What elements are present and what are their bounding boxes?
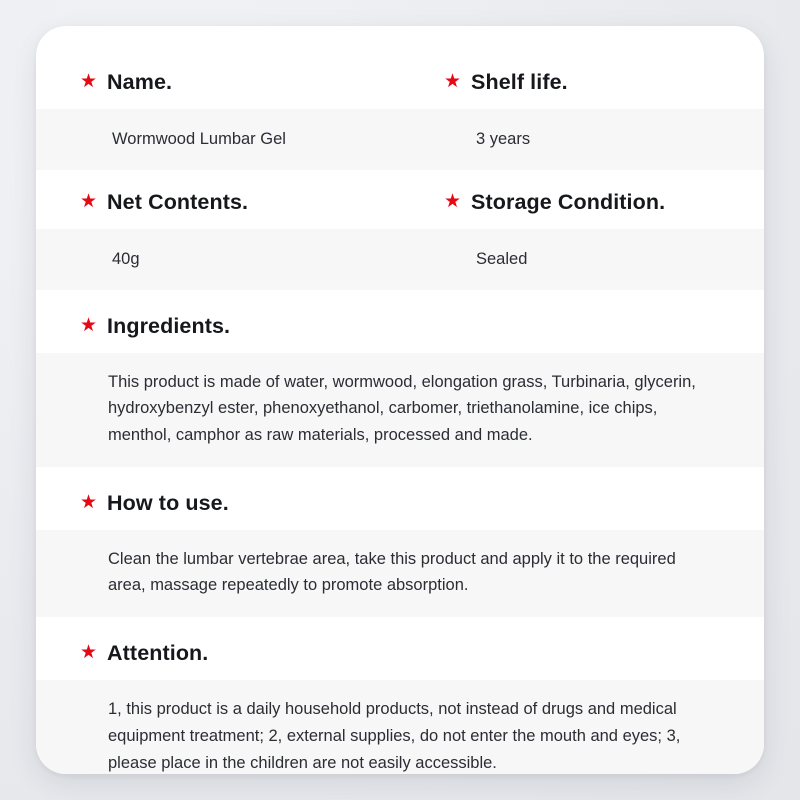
section-label-attention: Attention.: [107, 641, 209, 666]
section-value-name: Wormwood Lumbar Gel: [112, 130, 286, 148]
section-value-net-contents: 40g: [112, 249, 140, 268]
section-label-how-to-use: How to use.: [107, 490, 229, 515]
heading-row-name-shelflife: [36, 56, 764, 109]
section-value-storage-condition: Sealed: [476, 249, 528, 268]
section-label-name: Name.: [107, 70, 173, 94]
star-icon: ★: [80, 71, 98, 92]
spacer: [36, 617, 764, 627]
value-cell-storage-condition: [400, 229, 764, 290]
heading-cell-storage-condition: [400, 176, 764, 229]
heading-attention: [36, 627, 764, 680]
value-row-netcontents-storage: [36, 229, 764, 290]
value-block-attention: [36, 680, 764, 774]
spacer: [36, 467, 764, 477]
heading-cell-net-contents: [36, 176, 400, 229]
section-label-storage-condition: Storage Condition.: [471, 189, 666, 214]
value-row-name-shelflife: [36, 109, 764, 170]
value-cell-shelf-life: [400, 109, 764, 170]
star-icon: ★: [444, 190, 462, 212]
star-icon: ★: [444, 71, 462, 92]
heading-ingredients: [36, 300, 764, 353]
product-info-card: [36, 26, 764, 774]
value-cell-name: [36, 109, 400, 170]
section-label-net-contents: Net Contents.: [107, 189, 249, 214]
section-value-ingredients: This product is made of water, wormwood, elongation grass, Turbinaria, glycerin, hydroxybenzyl ester, phenoxyethanol, carbomer, triethanolamine, ice chips, menthol, camphor as raw materials, processed and made.: [108, 372, 696, 444]
heading-cell-name: [36, 56, 400, 109]
heading-row-netcontents-storage: [36, 176, 764, 229]
section-value-how-to-use: Clean the lumbar vertebrae area, take this product and apply it to the required area, massage repeatedly to promote absorption.: [108, 549, 676, 595]
heading-how-to-use: [36, 477, 764, 530]
star-icon: ★: [80, 314, 98, 336]
value-block-how-to-use: [36, 530, 764, 617]
star-icon: ★: [80, 491, 98, 513]
star-icon: ★: [80, 642, 98, 664]
section-value-attention: 1, this product is a daily household products, not instead of drugs and medical equipment treatment; 2, external supplies, do not enter the mouth and eyes; 3, please place in the children are not easily accessible.: [108, 700, 681, 772]
value-cell-net-contents: [36, 229, 400, 290]
heading-cell-shelf-life: [400, 56, 764, 109]
section-label-shelf-life: Shelf life.: [471, 70, 568, 94]
star-icon: ★: [80, 190, 98, 212]
spacer: [36, 290, 764, 300]
section-value-shelf-life: 3 years: [476, 130, 531, 148]
value-block-ingredients: [36, 353, 764, 467]
section-label-ingredients: Ingredients.: [107, 313, 231, 338]
